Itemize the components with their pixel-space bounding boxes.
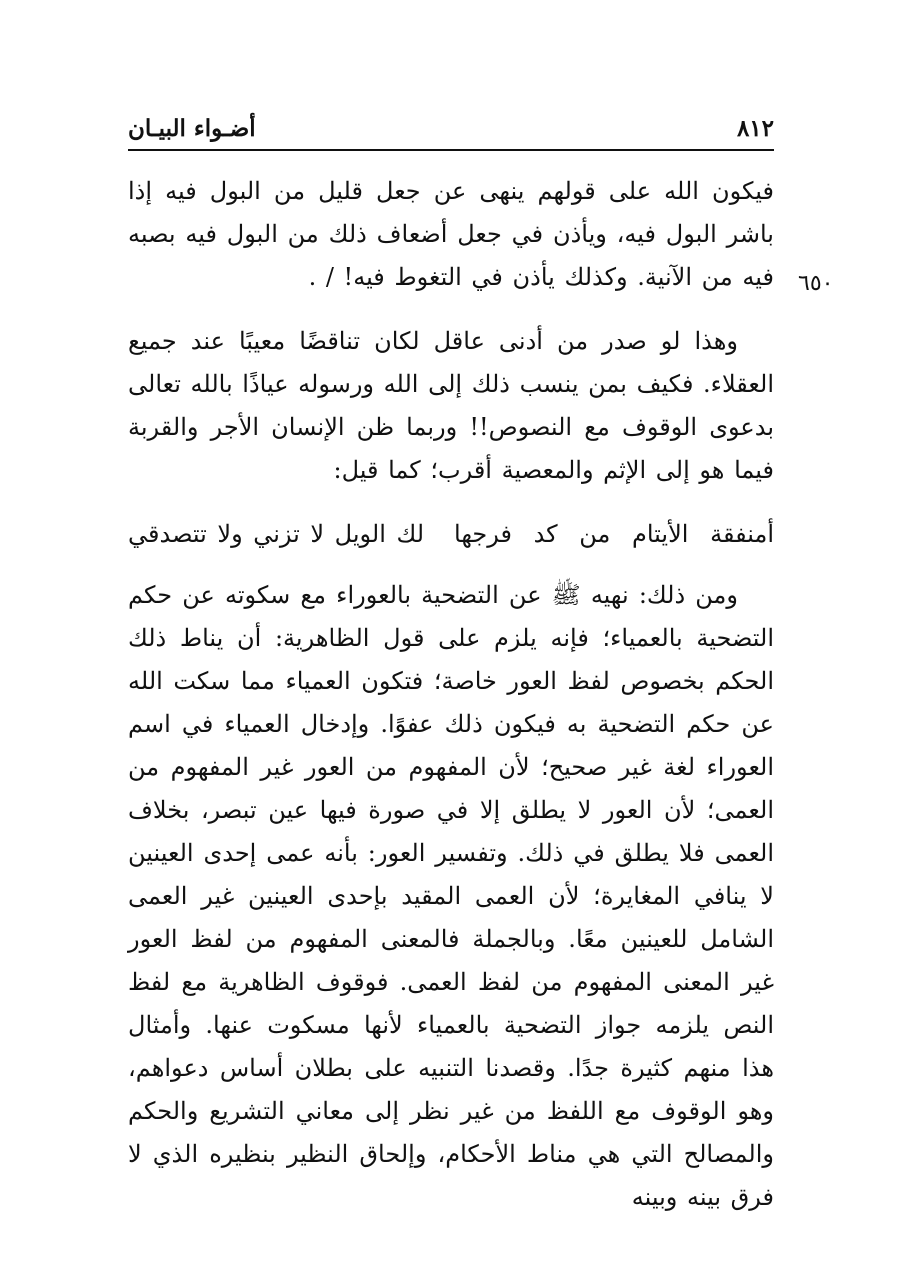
header-rule [128,149,774,151]
verse-second-hemistich: لك الويل لا تزني ولا تتصدقي [128,520,424,548]
page-number: ٨١٢ [736,115,774,142]
verse-first-hemistich: أمنفقة الأيتام من كد فرجها [454,520,774,548]
paragraph-blind-sacrifice: ومن ذلك: نهيه ﷺ عن التضحية بالعوراء مع سكوته عن حكم التضحية بالعمياء؛ فإنه يلزم على قول الظاهرية: أن يناط ذلك الحكم بخصوص لفظ العور خاصة؛ فتكون العمياء مما سكت الله عن حكم التضحية به فيكون ذلك عفوًا. وإدخال العمياء في اسم العوراء لغة غير صحيح؛ لأن المفهوم من العور غير المفهوم من العمى؛ لأن العور لا يطلق إلا في صورة فيها عين تبصر، بخلاف العمى فلا يطلق في ذلك. وتفسير العور: بأنه عمى إحدى العينين لا ينافي المغايرة؛ لأن العمى المقيد بإحدى العينين غير العمى الشامل للعينين معًا. وبالجملة فالمعنى المفهوم من لفظ العور غير المعنى المفهوم من لفظ العمى. فوقوف الظاهرية مع لفظ النص يلزمه جواز التضحية بالعمياء لأنها مسكوت عنها. وأمثال هذا منهم كثيرة جدًا. وقصدنا التنبيه على بطلان أساس دعواهم، وهو الوقوف مع اللفظ من غير نظر إلى معاني التشريع والحكم والمصالح التي هي مناط الأحكام، وإلحاق النظير بنظيره الذي لا فرق بينه وبينه [128,581,775,1211]
paragraph-contradiction: وهذا لو صدر من أدنى عاقل لكان تناقضًا معيبًا عند جميع العقلاء. فكيف بمن ينسب ذلك إلى الله ورسوله عياذًا بالله تعالى بدعوى الوقوف مع النصوص!! وربما ظن الإنسان الأجر والقربة فيما هو إلى الإثم والمعصية أقرب؛ كما قيل: [128,327,774,484]
margin-line-marker: ٦٥٠ [798,271,834,296]
running-title: أضـواء البيـان [128,115,256,142]
paragraph-continuation: فيكون الله على قولهم ينهى عن جعل قليل من البول فيه إذا باشر البول فيه، ويأذن في جعل أضعاف ذلك من البول فيه بصبه فيه من الآنية. وكذلك يأذن في التغوط فيه! / . [128,177,774,291]
page-header [128,112,774,146]
poetry-verse [128,512,774,556]
